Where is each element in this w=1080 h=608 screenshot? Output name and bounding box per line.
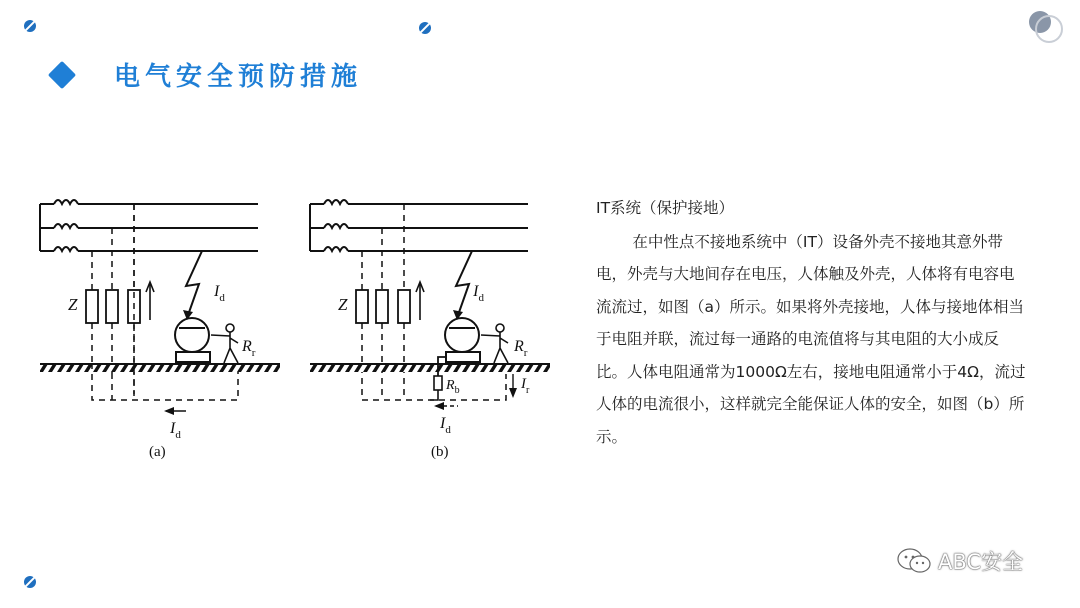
section-paragraph: 在中性点不接地系统中（IT）设备外壳不接地其意外带电，外壳与大地间存在电压，人体触及外壳，人体将有电容电流流过，如图（a）所示。如果将外壳接地，人体与接地体相当于电阻并联，流过每一通路的电流值将与其电阻的大小成反比。人体电阻通常为1000Ω左右，接地电阻通常小于4Ω，流过人体的电流很小，这样就完全能保证人体的安全，如图（b）所示。 [596, 232, 1026, 446]
watermark [896, 546, 1023, 576]
caption-b: (b) [431, 444, 449, 460]
label-rr-a: $R_r$ [242, 338, 256, 359]
label-id-top-a: $I_d$ [214, 283, 225, 304]
page-title: 电气安全预防措施 [114, 62, 363, 92]
label-rb-b: $R_b$ [446, 378, 460, 396]
title-diamond-icon [48, 60, 76, 88]
decor-dot-top-left [24, 20, 36, 32]
title-bar [52, 56, 362, 93]
watermark-text: ABC安全 [938, 550, 1024, 574]
label-ir-b: $I_r$ [521, 376, 530, 396]
label-id-bottom-a: $I_d$ [170, 420, 181, 441]
it-system-diagram [30, 188, 530, 468]
decor-dot-top-center [419, 22, 431, 34]
label-id-bottom-b: $I_d$ [440, 415, 451, 436]
section-heading: IT系统（保护接地） [596, 199, 735, 217]
decor-dot-bottom-left [24, 576, 36, 588]
label-z-b: Z [338, 295, 348, 314]
caption-a: (a) [149, 444, 166, 460]
explanation-text [596, 192, 1026, 453]
corner-circles-icon [1026, 8, 1066, 48]
label-rr-b: $R_r$ [514, 338, 528, 359]
label-id-top-b: $I_d$ [473, 283, 484, 304]
label-z-a: Z [68, 295, 78, 314]
wechat-icon [896, 547, 932, 575]
